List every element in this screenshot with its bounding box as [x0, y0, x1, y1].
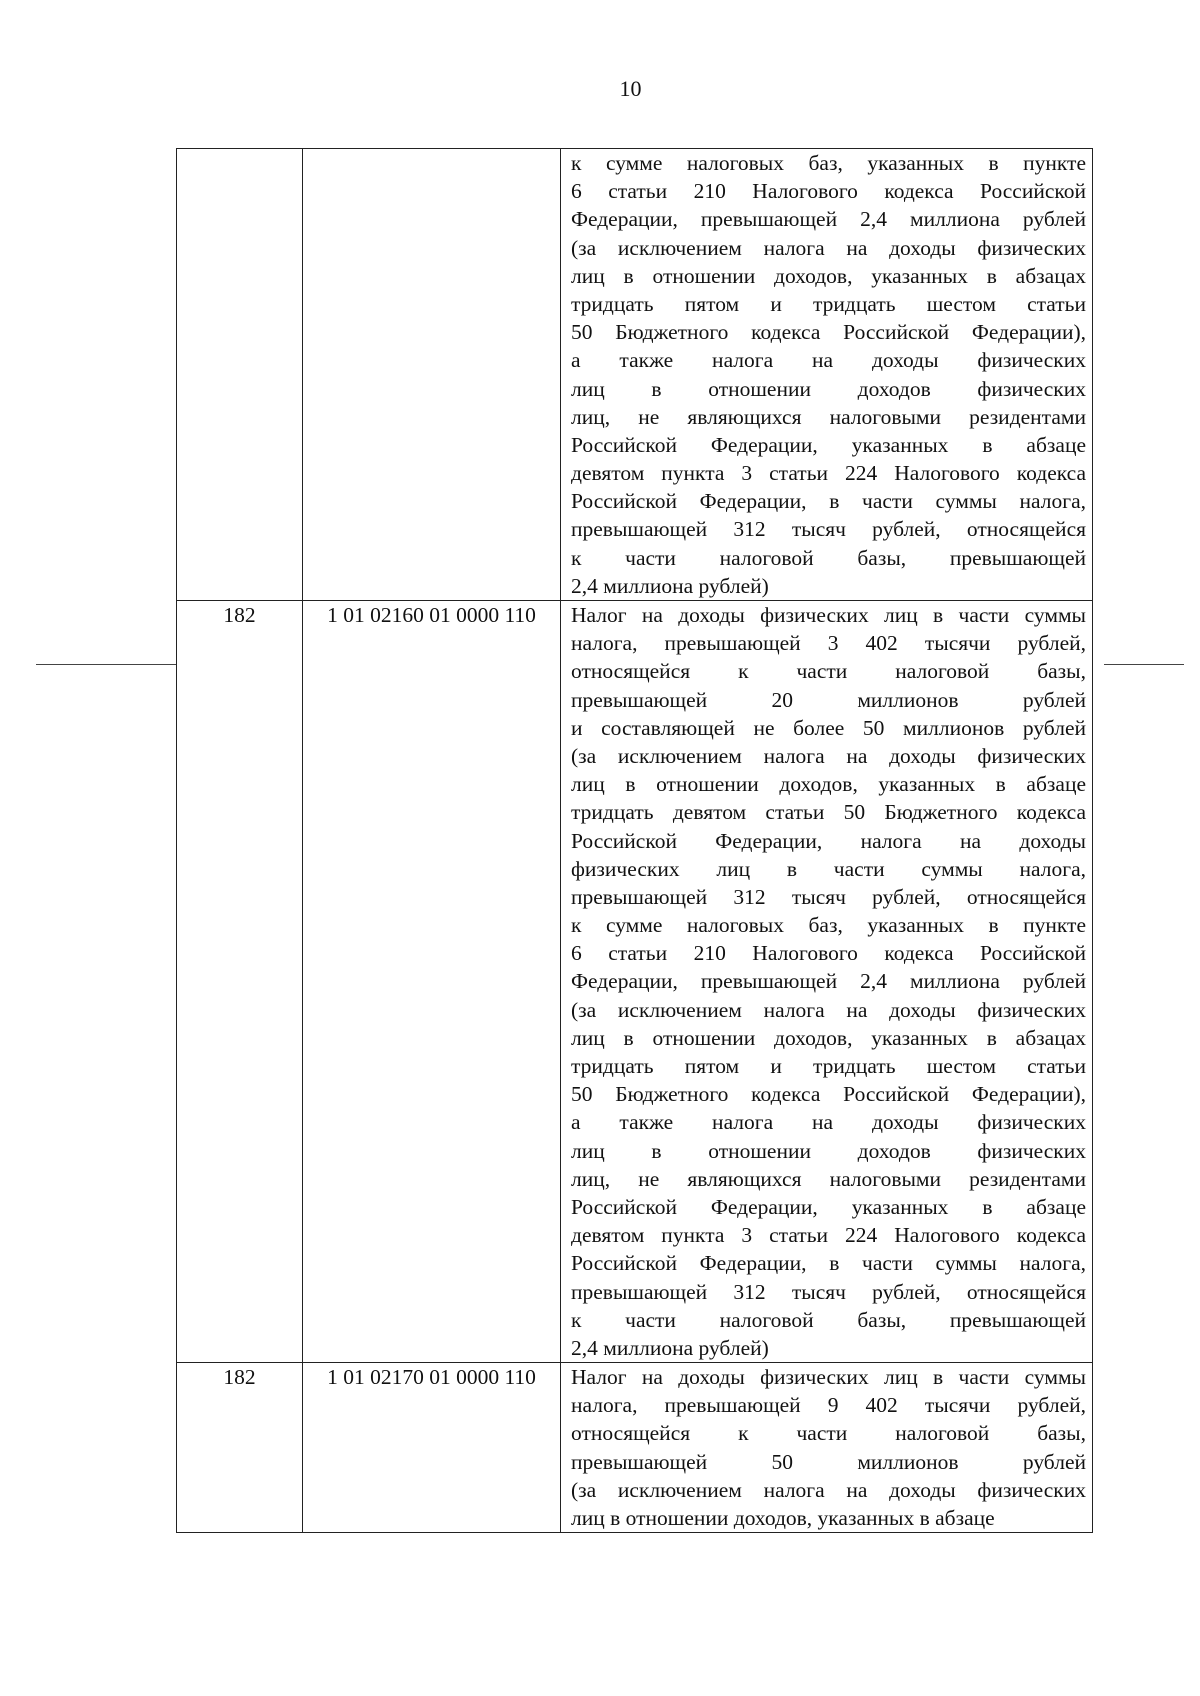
description-line: Российской Федерации, в части суммы налога, [571, 1251, 1086, 1276]
description-line: превышающей 312 тысяч рублей, относящейся [571, 517, 1086, 542]
description-line: лиц, не являющихся налоговыми резидентами [571, 1166, 1086, 1191]
description-line: относящейся к части налоговой базы, [571, 1421, 1086, 1446]
description-line: налога, превышающей 3 402 тысячи рублей, [571, 631, 1086, 656]
description-line: тридцать пятом и тридцать шестом статьи [571, 1054, 1086, 1078]
description-cell [561, 1363, 1093, 1533]
description-line: 6 статьи 210 Налогового кодекса Российской [571, 179, 1086, 204]
description-cell [561, 601, 1093, 1363]
description-line: налога, превышающей 9 402 тысячи рублей, [571, 1393, 1086, 1418]
description-line: физических лиц в части суммы налога, [571, 856, 1086, 881]
description-line: лиц в отношении доходов, указанных в абзаце [571, 772, 1086, 797]
scan-artifact-right [1104, 664, 1184, 665]
description-line: к части налоговой базы, превышающей [571, 545, 1086, 570]
description-line: 2,4 миллиона рублей) [571, 573, 769, 598]
description-line: превышающей 312 тысяч рублей, относящейся [571, 1279, 1086, 1304]
description-line: Налог на доходы физических лиц в части суммы [571, 1365, 1086, 1390]
description-line: 50 Бюджетного кодекса Российской Федерации), [571, 1082, 1086, 1107]
description-line: к части налоговой базы, превышающей [571, 1307, 1086, 1332]
description-line: лиц в отношении доходов, указанных в абзацах [571, 263, 1086, 288]
description-line: а также налога на доходы физических [571, 348, 1086, 373]
description-line: Российской Федерации, налога на доходы [571, 828, 1086, 853]
description-line: а также налога на доходы физических [571, 1110, 1086, 1135]
budget-code-cell [303, 149, 561, 601]
description-line: тридцать пятом и тридцать шестом статьи [571, 291, 1086, 316]
description-line: девятом пункта 3 статьи 224 Налогового кодекса [571, 461, 1086, 486]
description-line: тридцать девятом статьи 50 Бюджетного кодекса [571, 800, 1086, 825]
budget-code-cell: 1 01 02160 01 0000 110 [303, 601, 561, 1363]
description-line: лиц в отношении доходов, указанных в абзацах [571, 1025, 1086, 1050]
description-line: к сумме налоговых баз, указанных в пункте [571, 913, 1086, 938]
description-line: Российской Федерации, указанных в абзаце [571, 432, 1086, 457]
description-line: девятом пункта 3 статьи 224 Налогового кодекса [571, 1223, 1086, 1248]
description-line: превышающей 312 тысяч рублей, относящейся [571, 884, 1086, 909]
table-row [177, 601, 1093, 1363]
budget-classification-table [176, 148, 1093, 1533]
description-line: Налог на доходы физических лиц в части суммы [571, 603, 1086, 627]
description-line: превышающей 20 миллионов рублей [571, 687, 1086, 712]
budget-code-cell: 1 01 02170 01 0000 110 [303, 1363, 561, 1533]
description-line: Российской Федерации, указанных в абзаце [571, 1194, 1086, 1219]
description-line: относящейся к части налоговой базы, [571, 659, 1086, 684]
description-line: лиц, не являющихся налоговыми резидентами [571, 404, 1086, 429]
description-line: 6 статьи 210 Налогового кодекса Российской [571, 941, 1086, 966]
admin-code-cell: 182 [177, 601, 303, 1363]
description-line: 50 Бюджетного кодекса Российской Федерации), [571, 320, 1086, 345]
description-line: (за исключением налога на доходы физических [571, 743, 1086, 768]
table-row [177, 149, 1093, 601]
description-line: 2,4 миллиона рублей) [571, 1335, 769, 1360]
description-line: (за исключением налога на доходы физических [571, 1477, 1086, 1502]
description-line: и составляющей не более 50 миллионов рублей [571, 715, 1086, 740]
description-line: (за исключением налога на доходы физических [571, 235, 1086, 260]
description-line: Российской Федерации, в части суммы налога, [571, 489, 1086, 514]
description-line: лиц в отношении доходов физических [571, 376, 1086, 401]
description-line: лиц в отношении доходов физических [571, 1138, 1086, 1163]
description-cell [561, 149, 1093, 601]
admin-code-cell: 182 [177, 1363, 303, 1533]
scan-artifact-left [36, 664, 176, 665]
description-line: (за исключением налога на доходы физических [571, 997, 1086, 1022]
description-line: Федерации, превышающей 2,4 миллиона рублей [571, 207, 1086, 232]
description-line: к сумме налоговых баз, указанных в пункте [571, 151, 1086, 175]
admin-code-cell [177, 149, 303, 601]
description-line: Федерации, превышающей 2,4 миллиона рублей [571, 969, 1086, 994]
page-number: 10 [619, 76, 642, 101]
description-line: лиц в отношении доходов, указанных в абзаце [571, 1506, 995, 1530]
table-row [177, 1363, 1093, 1533]
description-line: превышающей 50 миллионов рублей [571, 1449, 1086, 1474]
